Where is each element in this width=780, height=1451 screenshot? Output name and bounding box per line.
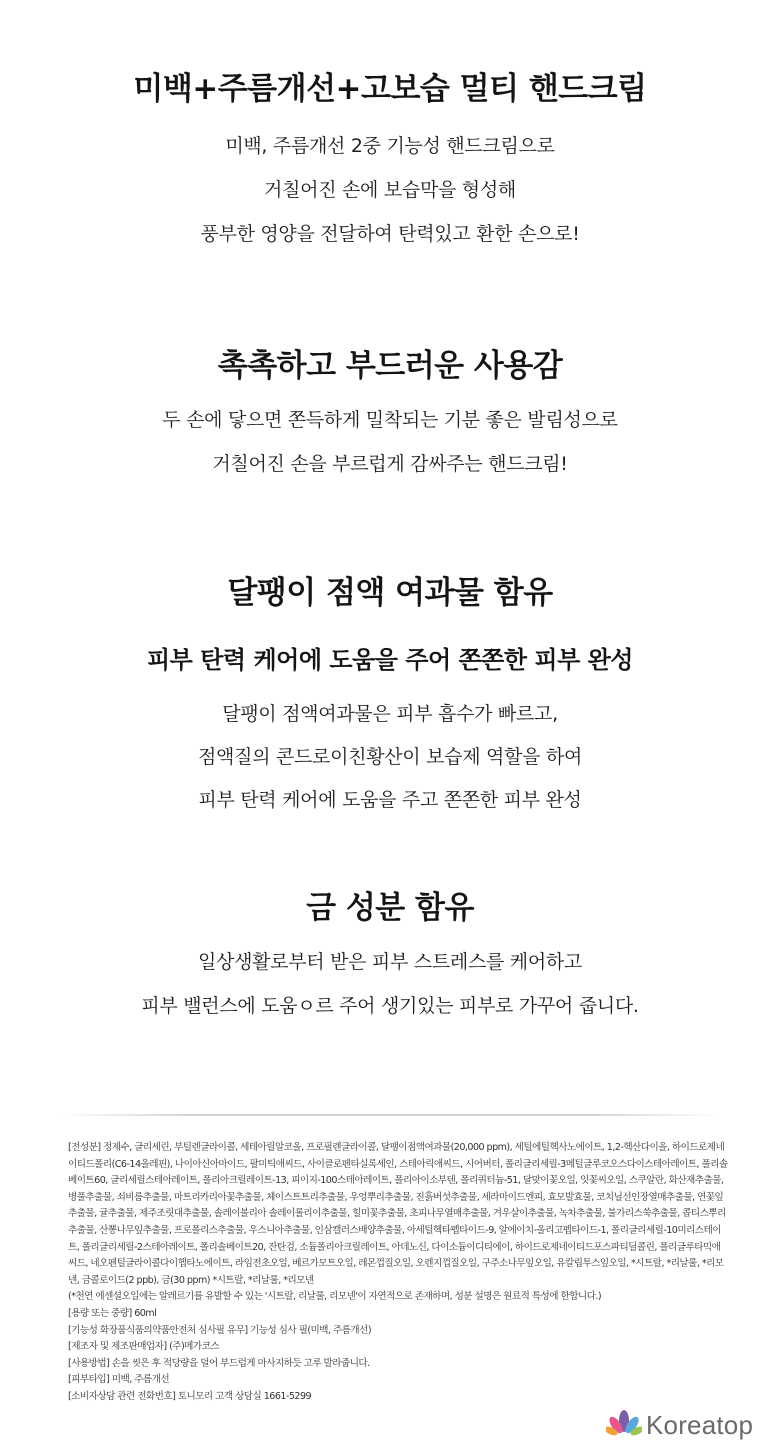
body-line: 거칠어진 손을 부르럽게 감싸주는 핸드크림! xyxy=(212,453,568,475)
info-row xyxy=(68,1389,728,1406)
section-subtitle: 피부 탄력 케어에 도움을 주어 쫀쫀한 피부 완성 xyxy=(147,646,633,674)
info-value: 토니모리 고객 상담실 1661-5299 xyxy=(177,1390,312,1402)
ingredients-block xyxy=(68,1140,728,1406)
info-label: [소비자상담 관련 전화번호] xyxy=(68,1390,176,1402)
info-label: [용량 또는 중량] xyxy=(68,1307,132,1319)
lotus-icon xyxy=(606,1408,642,1442)
body-line: 미백, 주름개선 2중 기능성 핸드크림으로 xyxy=(225,135,555,157)
info-row xyxy=(68,1323,728,1340)
ingredients-list xyxy=(68,1140,728,1289)
body-line: 거칠어진 손에 보습막을 형성해 xyxy=(264,179,516,201)
info-row xyxy=(68,1356,728,1373)
info-row xyxy=(68,1339,728,1356)
ingredients-text: 정제수, 글리세린, 부틸렌글라이콜, 세테아릴알코올, 프로필렌글라이콜, 달팽이점액여과물(20,000 ppm), 세틸에틸헥사노에이트, 1,2-헥산다이올, 하이드로제네이티드폴리(C6-14올레핀), 나이아신아마이드, 팔미틱애씨드, 사이클로펜타실록세인, 스테아릭애씨드, 시어버터, 폴리글리세릴-3메틸글루코오스다이스테아레이트, 폴리솔베이트60, 글리세릴스테아레이트, 폴리아크릴레이트-13, 피이지-100스테아레이트, 폴리아이소부텐, 폴리쿼터늄-51, 달맞이꽃오일, 잇꽃씨오일, 스쿠알란, 화산재추출물, 병풀추출물, 쇠비름추출물, 마트리카리아꽃추출물, 체이스트트리추출물, 우엉뿌리추출물, 진흙버섯추출물, 세라마이드엔피, 효모발효물, 코치닐선인장열매추출물, 연꽃잎추출물, 귤추출물, 제주조릿대추출물, 솔레이볼리아 솔레이롤리이추출물, 힐미꽃추출물, 초피나무열매추출물, 겨우살이추출물, 녹차추출물, 불가리스쑥추출물, 콥티스뿌리추출물, 산뽕나무잎추출물, 프로폴리스추출물, 우스니아추출물, 인삼캘러스배양추출물, 아세틸헥타펩타이드-9, 알에이치-올리고펩타이드-1, 폴리글리세릴-10미리스테이트, 폴리글리세릴-2스테아레이트, 폴리솔베이트20, 잔탄검, 소듐폴리아크릴레이트, 아데노신, 다이소듐이디티에이, 하이드로제네이티드포스파티딜콜린, 폴리글루타믹애씨드, 네오펜틸글라이콜다이헵타노에이트, 라임전초오일, 베르가모트오일, 레몬껍질오일, 오렌지껍질오일, 구주소나무잎오일, 유칼립투스잎오일, *시트랄, *리날룰, *리모넨, 금콜로이드(2 ppb), 금(30 ppm) *시트랄, *리날룰, *리모넨 xyxy=(68,1142,728,1286)
info-value: 60ml xyxy=(134,1307,157,1319)
body-line: 피부 탄력 케어에 도움을 주고 쫀쫀한 피부 완성 xyxy=(198,789,582,811)
section-title: 미백+주름개선+고보습 멀티 핸드크림 xyxy=(133,71,647,107)
body-line: 점액질의 콘드로이친황산이 보습제 역할을 하여 xyxy=(197,746,583,768)
section-title: 금 성분 함유 xyxy=(306,890,474,926)
info-row xyxy=(68,1306,728,1323)
body-line: 피부 밸런스에 도움ㅇ르 주어 생기있는 피부로 가꾸어 줍니다. xyxy=(141,995,639,1017)
info-label: [사용방법] xyxy=(68,1357,110,1369)
body-line: 달팽이 점액여과물은 피부 흡수가 빠르고, xyxy=(222,703,558,725)
info-value: 미백, 주름개선 xyxy=(111,1374,170,1386)
body-line: 두 손에 닿으면 쫀득하게 밀착되는 기분 좋은 발림성으로 xyxy=(162,409,618,431)
logo-text: Koreatop xyxy=(646,1409,754,1440)
body-line: 풍부한 영양을 전달하여 탄력있고 환한 손으로! xyxy=(200,223,580,245)
section-title: 촉촉하고 부드러운 사용감 xyxy=(217,348,563,384)
info-label: [기능성 화장품식품의약품안전처 심사필 유무] xyxy=(68,1324,248,1336)
info-row xyxy=(68,1372,728,1389)
divider xyxy=(60,1114,720,1116)
info-label: [제조자 및 제조판매업자] xyxy=(68,1341,167,1353)
body-line: 일상생활로부터 받은 피부 스트레스를 케어하고 xyxy=(197,951,583,973)
info-value: (주)메가코스 xyxy=(169,1341,220,1353)
koreatop-logo xyxy=(606,1409,776,1441)
info-value: 기능성 심사 필(미백, 주름개선) xyxy=(250,1324,372,1336)
ingredients-note: (*천연 에센셜오일에는 알레르기를 유발할 수 있는 '시트랄, 리날룰, 리모넨'이 자연적으로 존재하며, 성분 설명은 원료적 특성에 한합니다.) xyxy=(68,1291,602,1303)
section-title: 달팽이 점액 여과물 함유 xyxy=(227,575,553,611)
info-label: [피부타입] xyxy=(68,1374,110,1386)
info-value: 손을 씻은 후 적당량을 덜어 부드럽게 마사지하듯 고루 발라줍니다. xyxy=(111,1357,370,1369)
ingredients-label: [전성분] xyxy=(68,1142,101,1153)
